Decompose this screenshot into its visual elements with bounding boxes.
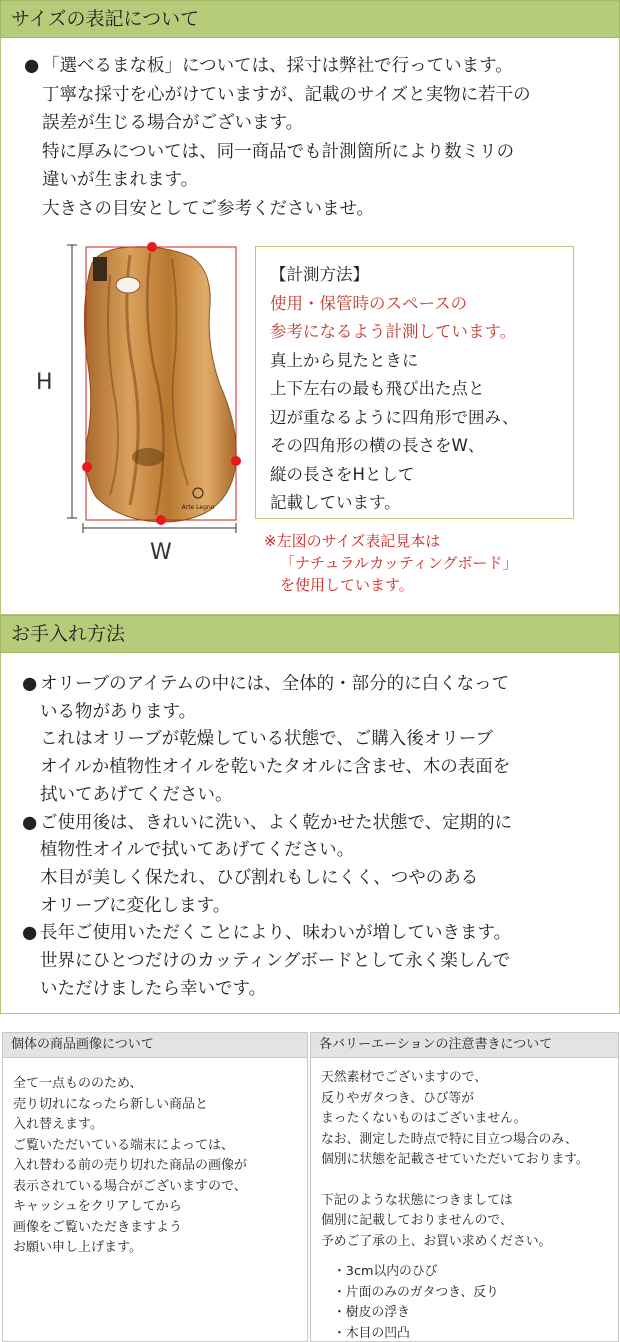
- panel-line: 入れ替えます。: [13, 1117, 103, 1132]
- variation-notes-panel-body: [311, 1058, 618, 1342]
- panel-spacer: [321, 1252, 618, 1262]
- method-red-line: 参考になるよう計測しています。: [270, 322, 517, 341]
- condition-item: ・3cm以内のひび: [333, 1264, 438, 1279]
- size-paragraph-line: 特に厚みについては、同一商品でも計測箇所により数ミリの: [42, 141, 515, 162]
- product-image-panel: [2, 1032, 308, 1342]
- variation-notes-panel-title: 各バリーエーションの注意書きについて: [311, 1033, 618, 1058]
- measurement-method-box: [255, 246, 574, 519]
- care-line: 木目が美しく保たれ、ひび割れもしにくく、つやのある: [40, 867, 479, 888]
- panel-line: 全て一点もののため、: [13, 1076, 143, 1091]
- bullet-marker: ●: [22, 674, 38, 694]
- bullet-marker: ●: [22, 812, 38, 833]
- height-label: H: [36, 370, 53, 395]
- panel-line: 表示されている場合がございますので、: [13, 1178, 247, 1194]
- panel-line: 売り切れになったら新しい商品と: [13, 1096, 209, 1112]
- board-hole: [116, 277, 140, 293]
- cutting-board-illustration: [30, 235, 250, 565]
- panel-line: 天然素材でございますので、: [321, 1070, 488, 1085]
- care-line: 拭いてあげてください。: [40, 784, 233, 805]
- size-paragraph-line: 丁寧な採寸を心がけていますが、記載のサイズと実物に若干の: [42, 84, 531, 105]
- care-line: いただけましたら幸いです。: [40, 978, 267, 999]
- condition-item: ・片面のみのガタつき、反り: [333, 1284, 499, 1300]
- size-section-title: サイズの表記について: [11, 8, 200, 30]
- panel-line: なお、測定した時点で特に目立つ場合のみ、: [321, 1131, 578, 1147]
- care-line: いる物があります。: [40, 701, 197, 722]
- care-line: 世界にひとつだけのカッティングボードとして永く楽しんで: [40, 951, 511, 972]
- width-label: W: [150, 540, 172, 565]
- panel-line: 下記のような状態につきましては: [321, 1192, 513, 1208]
- panel-line: 個別に記載しておりませんので、: [321, 1213, 513, 1228]
- panel-line: 反りやガタつき、ひび等が: [321, 1090, 475, 1106]
- sample-note: [264, 530, 517, 596]
- care-line: 植物性オイルで拭いてあげてください。: [40, 840, 355, 861]
- method-line: その四角形の横の長さをW、: [270, 436, 485, 455]
- panel-line: お願い申し上げます。: [13, 1240, 142, 1255]
- care-line: これはオリーブが乾燥している状態で、ご購入後オリーブ: [40, 729, 493, 750]
- size-paragraph: [24, 52, 531, 223]
- variation-notes-panel: [310, 1032, 619, 1342]
- method-line: 真上から見たときに: [270, 350, 419, 370]
- panel-line: まったくないものはございません。: [321, 1111, 527, 1126]
- product-image-panel-body: [3, 1058, 307, 1259]
- note-line: ※左図のサイズ表記見本は: [264, 532, 441, 550]
- condition-item: ・木目の凹凸: [333, 1325, 410, 1341]
- method-line: 上下左右の最も飛び出た点と: [270, 379, 485, 398]
- care-section-title: お手入れ方法: [11, 623, 126, 645]
- method-line: 縦の長さをHとして: [270, 464, 415, 484]
- size-paragraph-line: 違いが生まれます。: [42, 170, 199, 190]
- bullet-marker: ●: [24, 56, 40, 76]
- care-line: ご使用後は、きれいに洗い、よく乾かせた状態で、定期的に: [40, 812, 513, 833]
- method-red-line: 使用・保管時のスペースの: [270, 293, 468, 313]
- bottom-extreme-point: [156, 515, 166, 525]
- size-paragraph-line: 誤差が生じる場合がございます。: [42, 113, 304, 133]
- panel-line: 画像をご覧いただきますよう: [13, 1219, 183, 1235]
- condition-item: ・樹皮の浮き: [333, 1305, 410, 1320]
- method-heading: 【計測方法】: [270, 265, 369, 284]
- care-line: オリーブに変化します。: [40, 895, 231, 916]
- panel-line: ご覧いただいている端末によっては、: [13, 1137, 235, 1153]
- panel-line: 個別に状態を記載させていただいております。: [321, 1152, 589, 1167]
- panel-line: キャッシュをクリアしてから: [13, 1199, 182, 1214]
- care-line: 長年ご使用いただくことにより、味わいが増していきます。: [40, 923, 512, 944]
- note-line: を使用しています。: [280, 576, 414, 594]
- top-extreme-point: [147, 242, 157, 252]
- size-paragraph-line: 「選べるまな板」については、採寸は弊社で行っています。: [42, 56, 513, 76]
- care-section-header: [0, 615, 620, 653]
- board-logo-text: Arte Legno: [181, 504, 215, 511]
- note-line: 「ナチュラルカッティングボード」: [280, 554, 518, 572]
- method-line: 記載しています。: [270, 493, 401, 512]
- bullet-marker: ●: [22, 923, 38, 944]
- size-section-header: [0, 0, 620, 38]
- board-tag: [93, 257, 107, 281]
- panel-line: 入れ替わる前の売り切れた商品の画像が: [13, 1158, 248, 1173]
- left-extreme-point: [82, 462, 92, 472]
- care-line: オリーブのアイテムの中には、全体的・部分的に白くなって: [40, 674, 510, 694]
- method-line: 辺が重なるように四角形で囲み、: [270, 407, 519, 427]
- panel-line: 予めご了承の上、お買い求めください。: [321, 1233, 552, 1249]
- care-line: オイルか植物性オイルを乾いたタオルに含ませ、木の表面を: [40, 757, 511, 778]
- care-paragraph: [22, 671, 512, 1003]
- size-paragraph-line: 大きさの目安としてご参考くださいませ。: [42, 198, 374, 219]
- right-extreme-point: [231, 456, 241, 466]
- size-diagram: [30, 235, 250, 565]
- product-image-panel-title: 個体の商品画像について: [3, 1033, 307, 1058]
- panel-spacer: [321, 1171, 618, 1191]
